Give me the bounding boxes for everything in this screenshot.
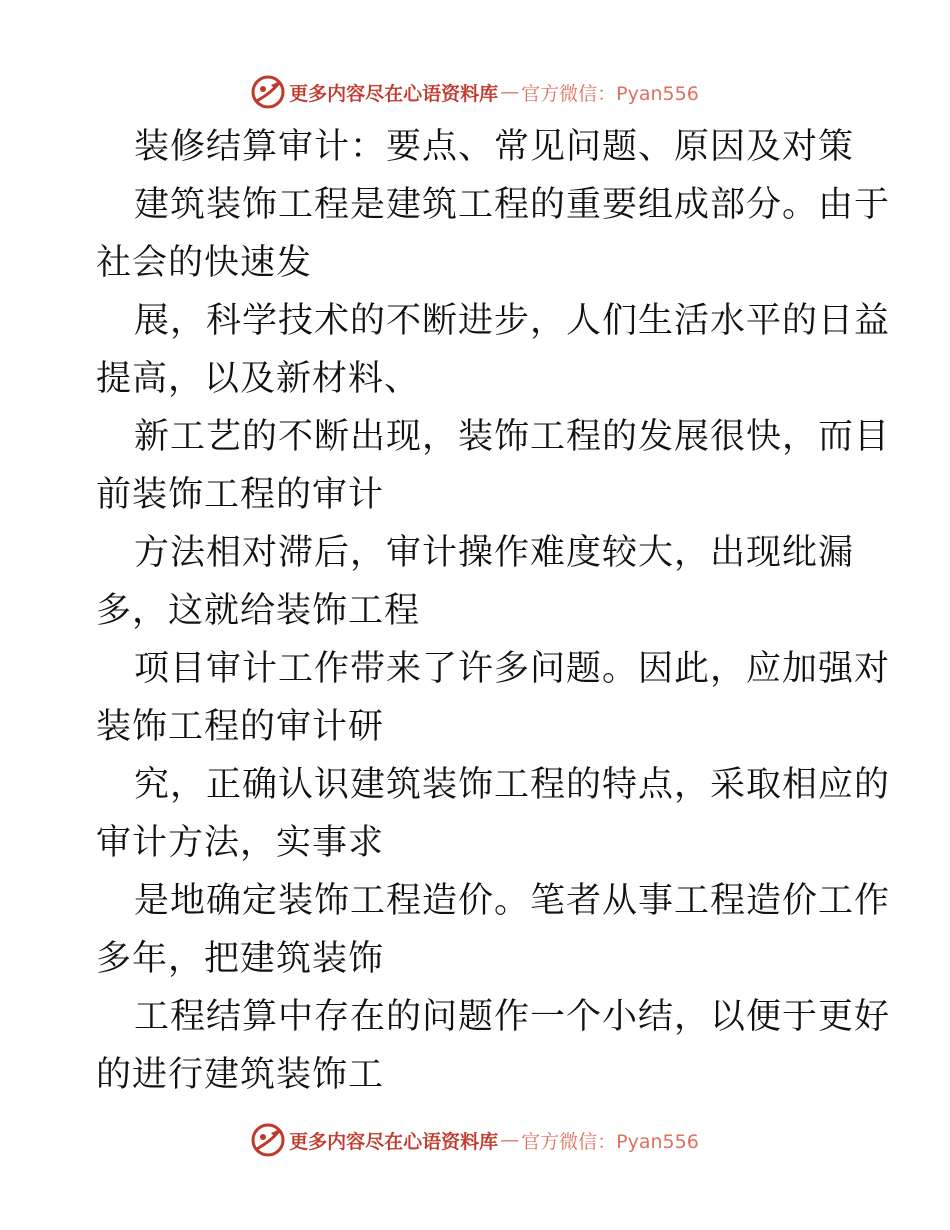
paragraph-line: 的进行建筑装饰工 [96,1055,385,1095]
paragraph-line: 展，科学技术的不断进步，人们生活水平的日益 [134,301,891,341]
paragraph-line: 审计方法，实事求 [96,823,385,863]
paragraph [96,988,891,1104]
paragraph-line: 多，这就给装饰工程 [96,591,421,631]
page-header [0,70,950,114]
paragraph-line: 工程结算中存在的问题作一个小结，以便于更好 [134,997,891,1037]
paragraph-line: 究，正确认识建筑装饰工程的特点，采取相应的 [134,765,891,805]
paragraph [96,872,891,988]
page-footer [0,1118,950,1162]
header-dash: — [500,81,520,103]
paragraph-line: 多年，把建筑装饰 [96,939,385,979]
paragraph-line: 前装饰工程的审计 [96,475,385,515]
paragraph [96,756,891,872]
paragraph-line: 新工艺的不断出现，装饰工程的发展很快，而目 [134,417,891,457]
paragraph-line: 是地确定装饰工程造价。笔者从事工程造价工作 [134,881,891,921]
pen-logo-icon [251,75,285,109]
document-title: 装修结算审计：要点、常见问题、原因及对策 [134,127,855,167]
header-brand [251,75,699,109]
header-brand-text: 更多内容尽在心语资料库 [289,82,499,105]
paragraph [96,524,856,640]
paragraph-line: 项目审计工作带来了许多问题。因此，应加强对 [134,649,891,689]
paragraph-line: 提高，以及新材料、 [96,359,421,399]
footer-brand [251,1123,699,1157]
paragraph-line: 社会的快速发 [96,243,313,283]
paragraph-line: 装饰工程的审计研 [96,707,385,747]
paragraph [96,640,891,756]
footer-dash: — [500,1129,520,1151]
header-wechat: 官方微信：Pyan556 [521,82,699,105]
paragraph-line: 建筑装饰工程是建筑工程的重要组成部分。由于 [134,185,891,225]
footer-wechat: 官方微信：Pyan556 [521,1130,699,1153]
footer-brand-text: 更多内容尽在心语资料库 [289,1130,499,1153]
pen-logo-icon [251,1123,285,1157]
paragraph [96,176,891,292]
document-body [96,118,891,1104]
paragraph [96,292,891,408]
paragraph-line: 方法相对滞后，审计操作难度较大，出现纰漏 [134,533,855,573]
paragraph [96,408,891,524]
